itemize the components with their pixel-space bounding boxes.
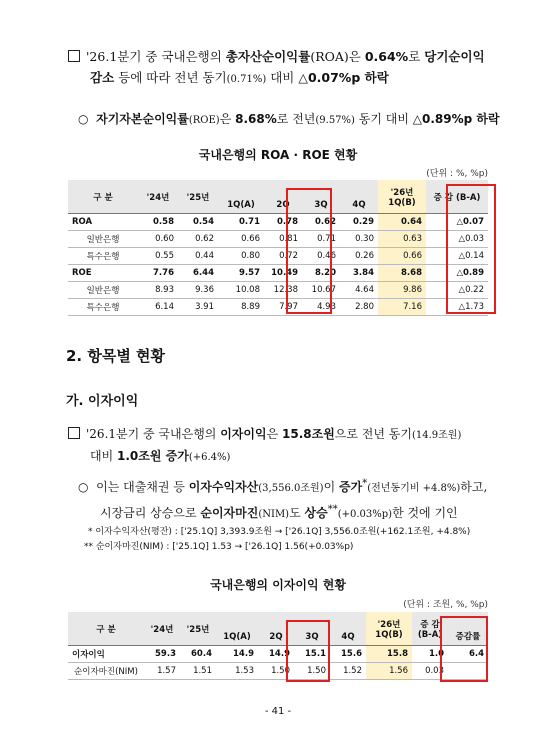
header-2024: '24년 [144, 612, 180, 646]
row-label: 일반은행 [68, 282, 138, 299]
text-small: (9.57%) [315, 115, 355, 126]
table-cell: 8.89 [218, 299, 264, 316]
table-cell: 0.58 [138, 214, 178, 231]
row-label: 특수은행 [68, 248, 138, 265]
header-3q: 3Q [294, 612, 330, 646]
table-cell: 12.38 [264, 282, 302, 299]
row-label: ROE [68, 265, 138, 282]
table-cell: 0.66 [378, 248, 426, 265]
table-cell: 0.63 [378, 231, 426, 248]
table-cell: △0.03 [426, 231, 488, 248]
header-category: 구 분 [68, 612, 144, 646]
row-label: 특수은행 [68, 299, 138, 316]
table-row [68, 231, 488, 248]
roa-paragraph [68, 46, 508, 90]
row-label: 일반은행 [68, 231, 138, 248]
table-cell: 6.14 [138, 299, 178, 316]
header-2q: 2Q [264, 180, 302, 214]
text-small: (0.71%) [226, 74, 267, 85]
table-cell: △0.22 [426, 282, 488, 299]
text: 은 [266, 427, 282, 441]
text-bold: 당기순이익 [424, 49, 485, 64]
header-2025: '25년 [178, 180, 218, 214]
table-cell: 1.52 [330, 663, 366, 680]
text: 이 [323, 480, 339, 494]
text-bold: △0.89%p 하락 [412, 112, 500, 126]
table-cell: 15.1 [294, 646, 330, 663]
table-row [68, 265, 488, 282]
table2-title: 국내은행의 이자이익 현황 [210, 578, 346, 592]
table-cell: △0.07 [426, 214, 488, 231]
text-bold: 0.64% [364, 49, 409, 64]
table-cell: 1.50 [258, 663, 294, 680]
table-cell: 0.62 [302, 214, 340, 231]
text-small: (NIM) [258, 509, 290, 520]
table-cell: 1.53 [216, 663, 258, 680]
table-cell: 3.91 [178, 299, 218, 316]
bullet-icon: ○ [78, 480, 89, 494]
text: 은 [219, 112, 236, 126]
text-bold: 상승 [304, 506, 328, 520]
text-bold: △0.07%p 하락 [298, 70, 389, 85]
text-small: (+6.4%) [188, 452, 231, 463]
table-cell: 0.60 [138, 231, 178, 248]
table1-wrapper [68, 180, 488, 316]
table-cell: 0.64 [378, 214, 426, 231]
header-change: 증 감 (B-A) [426, 180, 488, 214]
header-3q: 3Q [302, 180, 340, 214]
text: 등에 따라 전년 동기 [114, 70, 227, 85]
table-cell: 3.84 [340, 265, 378, 282]
table-cell: 0.44 [178, 248, 218, 265]
header-4q: 4Q [330, 612, 366, 646]
table-cell: 10.08 [218, 282, 264, 299]
text: 로 전년 [276, 112, 316, 126]
text-small: (3,556.0조원) [258, 483, 324, 494]
text-bold: 1.0조원 증가 [117, 449, 189, 463]
highlight-box-1q-2025 [286, 188, 332, 314]
subsection-heading: 가. 이자이익 [66, 394, 139, 409]
table-cell: 14.9 [216, 646, 258, 663]
table-cell: 0.26 [340, 248, 378, 265]
checkbox-square-icon [68, 50, 80, 62]
table-cell: △1.73 [426, 299, 488, 316]
text: 도 [289, 506, 305, 520]
highlight-box-1q-2026 [446, 184, 496, 314]
footnote-1: * 이자수익자산(평잔) : ['25.1Q] 3,393.9조원 → ['26.1Q] 3,556.0조원(+162.1조원, +4.8%) [88, 527, 471, 537]
text-bold: 자기자본순이익률 [96, 112, 189, 126]
table-cell: 0.46 [302, 248, 340, 265]
text-bold: 증가 [339, 480, 363, 494]
table-cell: 15.8 [366, 646, 412, 663]
table-cell: 8.20 [302, 265, 340, 282]
text: 이는 대출채권 등 [96, 480, 189, 494]
table-cell: 0.71 [302, 231, 340, 248]
table-cell: 0.81 [264, 231, 302, 248]
text: 로 [408, 49, 425, 64]
table-cell: 1.50 [294, 663, 330, 680]
table-cell: 15.6 [330, 646, 366, 663]
table-cell: 0.62 [178, 231, 218, 248]
bullet-icon: ○ [78, 112, 89, 126]
table-cell: 4.64 [340, 282, 378, 299]
table-cell: 0.30 [340, 231, 378, 248]
footnote-marker: ** [327, 504, 338, 515]
header-2025: '25년 [180, 612, 216, 646]
text: 으로 전년 동기 [334, 427, 412, 441]
table-cell: 6.4 [448, 646, 488, 663]
header-4q: 4Q [340, 180, 378, 214]
text-bold: 순이자마진 [200, 506, 259, 520]
text-bold: 8.68% [235, 112, 277, 126]
table-cell: 1.51 [180, 663, 216, 680]
table-cell: 9.86 [378, 282, 426, 299]
table-cell: 2.80 [340, 299, 378, 316]
table-cell: 8.68 [378, 265, 426, 282]
text: 동기 대비 [354, 112, 413, 126]
text: 시장금리 상승으로 [100, 506, 201, 520]
row-label: 이자이익 [68, 646, 144, 663]
text: (ROA)은 [310, 49, 365, 64]
text: '26.1분기 중 국내은행의 [86, 427, 221, 441]
table-cell: 9.57 [218, 265, 264, 282]
text-bold: 총자산순이익률 [225, 49, 311, 64]
header-change-rate: 증감률 [448, 612, 488, 646]
table-cell: 0.72 [264, 248, 302, 265]
text: '26.1분기 중 국내은행의 [86, 49, 226, 64]
interest-cause-bullet [78, 473, 518, 525]
table-cell: 7.16 [378, 299, 426, 316]
table2-unit: (단위 : 조원, %, %p) [403, 600, 488, 610]
table2-wrapper [68, 612, 488, 680]
table-cell: 0.54 [178, 214, 218, 231]
table-cell: 10.49 [264, 265, 302, 282]
text-small: (ROE) [188, 115, 220, 126]
header-2026-1q-b: '26년 1Q(B) [378, 180, 426, 214]
table-row [68, 214, 488, 231]
section-heading: 2. 항목별 현황 [66, 347, 166, 365]
table-cell: 1.0 [412, 646, 448, 663]
table-cell: 4.93 [302, 299, 340, 316]
text-bold: 이자이익 [220, 427, 267, 441]
table-cell: 0.55 [138, 248, 178, 265]
table-cell: 14.9 [258, 646, 294, 663]
table-cell: 10.67 [302, 282, 340, 299]
table-cell: 0.29 [340, 214, 378, 231]
table-cell: 7.76 [138, 265, 178, 282]
table-cell: △0.14 [426, 248, 488, 265]
table-cell: 0.80 [218, 248, 264, 265]
text-small: (14.9조원) [411, 430, 462, 441]
text: 한 것에 기인 [392, 506, 458, 520]
text: 대비 [90, 449, 117, 463]
table1-unit: (단위 : %, %p) [426, 169, 488, 179]
footnote-2: ** 순이자마진(NIM) : ['25.1Q] 1.53 → ['26.1Q] 1.56(+0.03%p) [84, 542, 354, 552]
table-cell: 6.44 [178, 265, 218, 282]
row-label: 순이자마진(NIM) [68, 663, 144, 680]
header-2q: 2Q [258, 612, 294, 646]
header-change: 증 감 (B-A) [412, 612, 448, 646]
header-2026-1q-b: '26년 1Q(B) [366, 612, 412, 646]
table-cell: 0.78 [264, 214, 302, 231]
table-cell: 8.93 [138, 282, 178, 299]
roa-roe-table [68, 180, 488, 316]
table-cell: △0.89 [426, 265, 488, 282]
table-cell: 0.71 [218, 214, 264, 231]
header-2024: '24년 [138, 180, 178, 214]
checkbox-square-icon [68, 427, 80, 439]
row-label: ROA [68, 214, 138, 231]
footnote-marker: * [362, 478, 368, 489]
text: 하고, [460, 480, 488, 494]
table-cell: 1.57 [144, 663, 180, 680]
header-1q-a: 1Q(A) [218, 180, 264, 214]
highlight-box-1q-2025 [286, 620, 330, 682]
table-row [68, 299, 488, 316]
table-cell: 60.4 [180, 646, 216, 663]
text-bold: 15.8조원 [282, 427, 335, 441]
header-category: 구 분 [68, 180, 138, 214]
table-cell: 59.3 [144, 646, 180, 663]
table-row [68, 282, 488, 299]
text-small: (+0.03%p) [337, 509, 393, 520]
header-1q-a: 1Q(A) [216, 612, 258, 646]
table1-title: 국내은행의 ROA · ROE 현황 [198, 148, 358, 162]
table-row [68, 663, 488, 680]
roe-bullet [78, 109, 518, 131]
text-bold: 이자수익자산 [188, 480, 259, 494]
interest-income-paragraph [68, 424, 508, 468]
text: 대비 [266, 70, 299, 85]
table-row [68, 646, 488, 663]
highlight-box-1q-2026 [440, 616, 488, 682]
table-cell: 0.66 [218, 231, 264, 248]
table-cell: 1.56 [366, 663, 412, 680]
table-cell: 7.97 [264, 299, 302, 316]
table-cell: 9.36 [178, 282, 218, 299]
table-cell: 0.03 [412, 663, 448, 680]
page-number: - 41 - [264, 706, 292, 717]
interest-income-table [68, 612, 488, 680]
text-bold: 감소 [90, 70, 115, 85]
text-small: (전년동기비 +4.8%) [367, 483, 461, 494]
table-row [68, 248, 488, 265]
